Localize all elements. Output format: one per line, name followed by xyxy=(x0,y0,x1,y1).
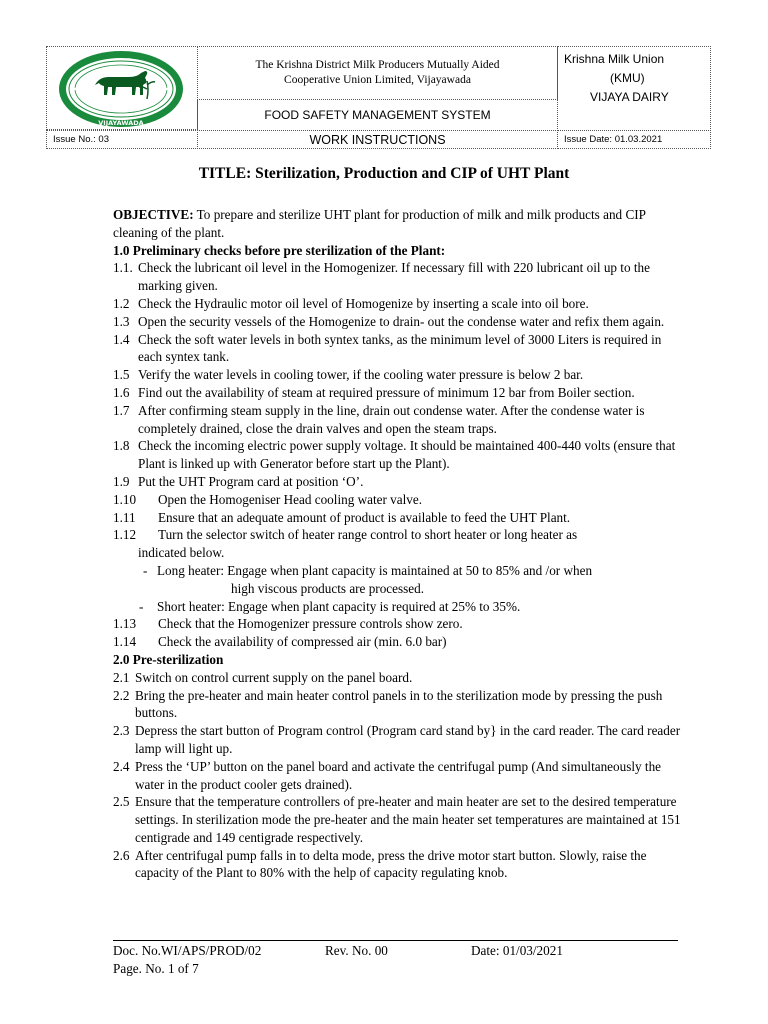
list-item xyxy=(113,259,683,295)
list-item-number: 1.9 xyxy=(113,473,130,489)
list-item-number: 2.3 xyxy=(113,723,130,739)
list-item-text: Check the incoming electric power supply voltage. It should be maintained 400-440 volts (ensure that Plant is linked up with Generator before start up the Plant). xyxy=(138,438,676,472)
document-title: TITLE: Sterilization, Production and CIP of UHT Plant xyxy=(198,165,570,182)
short-heater-dash: - xyxy=(139,598,144,614)
list-item-number: 1.8 xyxy=(113,438,130,454)
logo-text: VIJAYAWADA xyxy=(98,119,144,127)
objective-text: To prepare and sterilize UHT plant for production of milk and milk products and CIP cleaning of the plant. xyxy=(113,207,646,240)
list-item-number: 1.14 xyxy=(113,634,137,650)
list-item xyxy=(113,366,683,384)
list-item-text: Verify the water levels in cooling tower, if the cooling water pressure is below 2 bar. xyxy=(138,367,584,383)
list-item-text: Find out the availability of steam at required pressure of minimum 12 bar from Boiler section. xyxy=(138,384,635,400)
list-item-number: 2.5 xyxy=(113,794,130,810)
list-item xyxy=(113,331,683,367)
long-heater-note xyxy=(113,562,683,580)
kmu-logo-icon xyxy=(55,49,187,129)
list-item xyxy=(113,687,683,723)
list-item-text: Ensure that an adequate amount of product is available to feed the UHT Plant. xyxy=(158,509,571,525)
system-name: FOOD SAFETY MANAGEMENT SYSTEM xyxy=(264,108,491,122)
list-item xyxy=(113,295,683,313)
list-item xyxy=(113,402,683,438)
issue-date-cell xyxy=(557,130,711,149)
union-cell xyxy=(557,46,711,131)
footer-rule xyxy=(113,940,678,941)
footer-revision: Rev. No. 00 xyxy=(325,943,388,958)
list-item-text: After confirming steam supply in the line, drain out condense water. After the condense water is completely drained, close the drain valves and open the steam traps. xyxy=(138,402,645,436)
list-item xyxy=(113,758,683,794)
org-name-line2: Cooperative Union Limited, Vijayawada xyxy=(284,74,471,86)
list-item xyxy=(113,722,683,758)
list-item-text: Check the Hydraulic motor oil level of Homogenize by inserting a scale into oil bore. xyxy=(138,295,589,311)
objective xyxy=(113,206,683,242)
list-item xyxy=(113,615,683,633)
list-item-number: 1.1. xyxy=(113,260,133,276)
issue-number-cell xyxy=(46,130,198,149)
list-item-number: 2.4 xyxy=(113,758,130,774)
list-item xyxy=(113,313,683,331)
footer-doc-number: Doc. No.WI/APS/PROD/02 xyxy=(113,943,262,958)
long-heater-line1: Long heater: Engage when plant capacity is maintained at 50 to 85% and /or when xyxy=(157,562,593,578)
list-item-number: 1.3 xyxy=(113,313,130,329)
issue-date: Issue Date: 01.03.2021 xyxy=(564,134,663,145)
list-item-text: Press the ‘UP’ button on the panel board and activate the centrifugal pump (And simultaneously the water in the product cooler gets drained). xyxy=(135,758,662,792)
long-heater-line2: high viscous products are processed. xyxy=(231,580,425,596)
list-item-text: Switch on control current supply on the panel board. xyxy=(135,669,413,685)
list-item-text: Check the lubricant oil level in the Homogenizer. If necessary fill with 220 lubricant oil up to the marking given. xyxy=(138,260,650,294)
logo-cell xyxy=(46,46,198,130)
list-item-text: Check the soft water levels in both syntex tanks, as the minimum level of 3000 Liters is required in each syntex tank. xyxy=(138,331,662,365)
section1-list-c xyxy=(113,615,683,651)
list-item-number: 1.12 xyxy=(113,527,137,543)
union-name: Krishna Milk Union xyxy=(564,52,665,66)
section2-heading: 2.0 Pre-sterilization xyxy=(113,651,224,667)
list-item-text: Open the Homogeniser Head cooling water valve. xyxy=(158,491,423,507)
item-1-12-continued: indicated below. xyxy=(138,545,225,561)
list-item-number: 1.6 xyxy=(113,384,130,400)
document-header xyxy=(46,46,711,149)
list-item-number: 1.4 xyxy=(113,331,130,347)
list-item xyxy=(113,384,683,402)
section2-list xyxy=(113,669,683,883)
list-item-text: After centrifugal pump falls in to delta mode, press the drive motor start button. Slowly, raise the capacity of the Plant to 80% with the help of capacity regulating knob. xyxy=(135,847,647,881)
list-item-text: Depress the start button of Program control (Program card stand by} in the card reader. The card reader lamp will light up. xyxy=(135,723,681,756)
section1-list-b xyxy=(113,491,683,544)
org-name-cell xyxy=(197,46,558,100)
list-item xyxy=(113,793,683,846)
issue-number: Issue No.: 03 xyxy=(53,134,109,145)
list-item-number: 1.2 xyxy=(113,295,130,311)
section1-heading: 1.0 Preliminary checks before pre sterilization of the Plant: xyxy=(113,242,446,258)
list-item xyxy=(113,473,683,491)
list-item-number: 2.2 xyxy=(113,687,130,703)
list-item-text: Turn the selector switch of heater range control to short heater or long heater as xyxy=(158,527,578,543)
footer-page-number: Page. No. 1 of 7 xyxy=(113,961,199,976)
list-item xyxy=(113,633,683,651)
document-body xyxy=(113,206,683,882)
list-item xyxy=(113,509,683,527)
list-item xyxy=(113,437,683,473)
list-item xyxy=(113,491,683,509)
list-item-number: 1.5 xyxy=(113,367,130,383)
union-abbr: (KMU) xyxy=(610,71,645,85)
doc-type: WORK INSTRUCTIONS xyxy=(309,133,446,147)
union-dairy: VIJAYA DAIRY xyxy=(590,90,669,104)
short-heater-line1: Short heater: Engage when plant capacity is required at 25% to 35%. xyxy=(157,598,521,614)
list-item-text: Check the availability of compressed air (min. 6.0 bar) xyxy=(158,634,447,650)
list-item xyxy=(113,669,683,687)
list-item-text: Open the security vessels of the Homogenize to drain- out the condense water and refix them again. xyxy=(138,313,665,329)
list-item-number: 1.13 xyxy=(113,616,137,632)
list-item-number: 1.10 xyxy=(113,491,137,507)
list-item-number: 2.1 xyxy=(113,669,130,685)
list-item xyxy=(113,847,683,883)
long-heater-dash: - xyxy=(143,562,148,578)
list-item-text: Put the UHT Program card at position ‘O’. xyxy=(138,473,364,489)
system-cell xyxy=(197,99,558,131)
objective-label: OBJECTIVE: xyxy=(113,207,194,222)
list-item xyxy=(113,526,683,544)
list-item-text: Check that the Homogenizer pressure controls show zero. xyxy=(158,616,463,632)
list-item-number: 1.7 xyxy=(113,402,130,418)
doc-type-cell xyxy=(197,130,558,149)
short-heater-note xyxy=(113,598,683,616)
list-item-number: 1.11 xyxy=(113,509,136,525)
section1-list xyxy=(113,259,683,490)
list-item-number: 2.6 xyxy=(113,847,130,863)
org-name-line1: The Krishna District Milk Producers Mutually Aided xyxy=(255,59,500,71)
footer-date: Date: 01/03/2021 xyxy=(471,943,563,958)
list-item-text: Ensure that the temperature controllers of pre-heater and main heater are set to the desired temperature settings. In sterilization mode the pre-heater and the main heater set temperatures are maintained at 151 centigrade and 149 centigrade respectively. xyxy=(135,794,681,845)
list-item-text: Bring the pre-heater and main heater control panels in to the sterilization mode by pressing the push buttons. xyxy=(135,687,663,721)
